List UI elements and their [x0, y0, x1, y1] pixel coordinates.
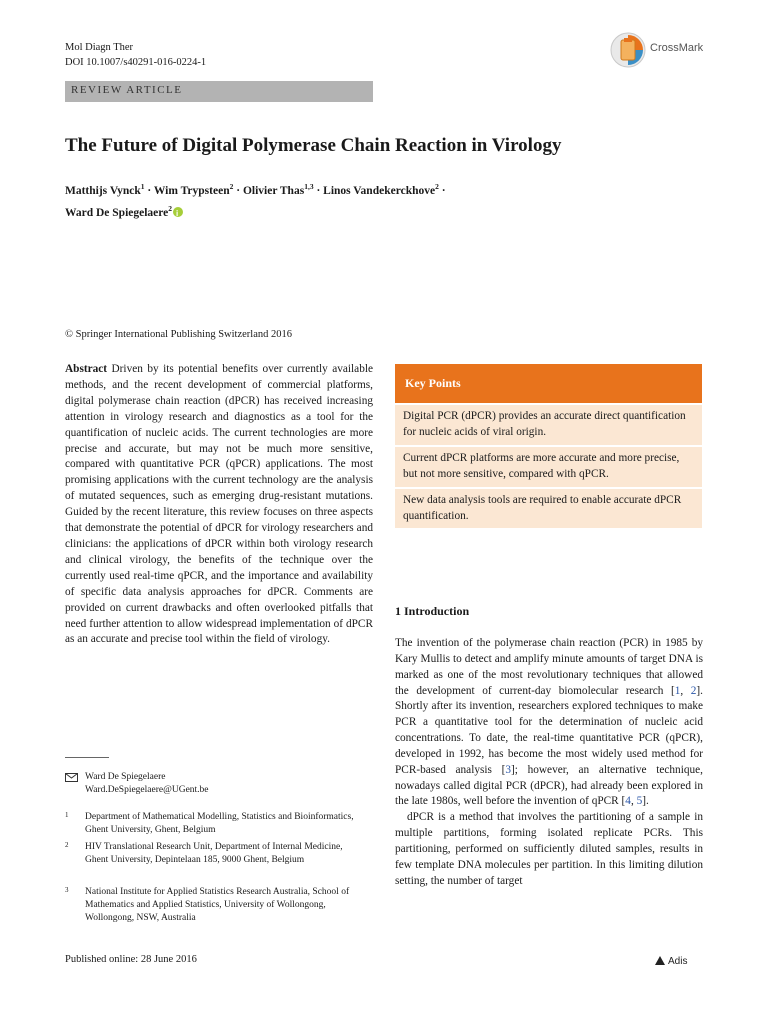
- journal-name: Mol Diagn Ther: [65, 42, 134, 53]
- intro-text: ]; however, an alternative technique, nowadays called digital PCR (dPCR), had already been explored in the late 1980s, well before the invention of qPCR [: [395, 763, 703, 808]
- author-affiliation: 1,3: [304, 182, 314, 191]
- adis-triangle-icon: [655, 956, 665, 965]
- affiliation: [65, 841, 365, 867]
- copyright-notice: © Springer International Publishing Switzerland 2016: [65, 329, 292, 340]
- publisher-logo: [655, 956, 687, 967]
- author-name[interactable]: Olivier Thas: [242, 184, 305, 197]
- citation-link[interactable]: 1: [674, 684, 681, 697]
- affiliation-number: 3: [65, 886, 69, 894]
- abstract-label: Abstract: [65, 363, 108, 375]
- journal-header: [65, 40, 206, 70]
- author-name[interactable]: Linos Vandekerckhove: [323, 184, 436, 197]
- published-date: Published online: 28 June 2016: [65, 954, 197, 965]
- intro-paragraph: The invention of the polymerase chain reaction (PCR) in 1985 by Kary Mullis to detect and amplify minute amounts of target DNA is marked as one of the most revolutionary techniques that allowed the development of current-day biomolecular research [1, 2]. Shortly after its invention, researchers explored techniques to make PCR a quantitative tool for the determination of nucleic acid concentrations. To date, the real-time quantitative PCR (qPCR), developed in 1992, has become the most widely used method for PCR-based analysis [3]; however, an alternative technique, nowadays called digital PCR (dPCR), had already been explored in the late 1980s, well before the invention of qPCR [4, 5].: [395, 637, 703, 808]
- key-points-heading: Key Points: [395, 364, 702, 403]
- author-separator: ·: [438, 184, 446, 197]
- author-list: [65, 178, 525, 222]
- key-point-item: Digital PCR (dPCR) provides an accurate direct quantification for nucleic acids of viral origin.: [395, 405, 702, 445]
- affiliation: [65, 886, 365, 925]
- citation-link[interactable]: 3: [505, 763, 512, 776]
- envelope-icon: [65, 771, 78, 784]
- affiliation-number: 2: [65, 841, 69, 849]
- crossmark-icon: [610, 32, 646, 68]
- citation-link[interactable]: 2: [690, 684, 697, 697]
- intro-paragraph: dPCR is a method that involves the partitioning of a sample in multiple partitions, forming isolated replicate PCRs. This partitioning, performed on sufficiently diluted samples, results in few template DNA molecules per partition. In this limiting dilution setting, the number of target: [395, 811, 703, 887]
- correspondence-name: Ward De Spiegelaere: [85, 772, 166, 782]
- key-point-item: New data analysis tools are required to enable accurate dPCR quantification.: [395, 489, 702, 529]
- correspondence-email[interactable]: Ward.DeSpiegelaere@UGent.be: [85, 785, 209, 795]
- article-title: The Future of Digital Polymerase Chain Reaction in Virology: [65, 135, 562, 156]
- key-points-box: [395, 364, 702, 528]
- affiliation-text: Department of Mathematical Modelling, Statistics and Bioinformatics, Ghent University, Ghent, Belgium: [85, 812, 354, 835]
- abstract-text: Driven by its potential benefits over currently available methods, and the recent development of commercial platforms, digital polymerase chain reaction (dPCR) has received increasing attention in virology research and diagnostics as a tool for the quantification of nucleic acids. The current technologies are more precise and accurate, but may not be much more sensitive, compared with quantitative PCR (qPCR) applications. The most promising applications with the current technology are the analysis of mutated sequences, such as emerging drug-resistant mutations. Guided by the recent literature, this review focuses on three aspects that demonstrate the potential of dPCR for virology researchers and clinicians: the applications of dPCR within both virology research and clinical virology, the benefits of the technique over the currently used real-time qPCR, and the importance and availability of specific data analysis approaches for dPCR. Comments are provided on current drawbacks and often overlooked pitfalls that need further attention to allow widespread implementation of dPCR as an accurate and precise tool within the field of virology.: [65, 363, 374, 646]
- doi[interactable]: DOI 10.1007/s40291-016-0224-1: [65, 57, 207, 68]
- footnote-divider: [65, 757, 109, 758]
- author-affiliation: 2: [168, 203, 173, 213]
- author-affiliation: 2: [435, 182, 439, 191]
- citation-link[interactable]: 4: [625, 795, 631, 808]
- author-name[interactable]: Matthijs Vynck: [65, 184, 141, 197]
- author-separator: ·: [313, 184, 324, 197]
- affiliation-number: 1: [65, 811, 69, 819]
- author-name[interactable]: Wim Trypsteen: [153, 184, 230, 197]
- author-name[interactable]: Ward De Spiegelaere: [65, 206, 169, 219]
- intro-text: ].: [642, 795, 649, 808]
- intro-text: ]. Shortly after its invention, researchers explored techniques to make PCR a quantitative tool for the determination of nucleic acid concentrations. To date, the real-time quantitative PCR (qPCR), developed in 1992, has become the most widely used method for PCR-based analysis [: [395, 684, 703, 776]
- orcid-icon[interactable]: [173, 207, 183, 217]
- publisher-name: Adis: [668, 956, 688, 967]
- author-affiliation: 2: [229, 182, 234, 191]
- introduction-body: [395, 636, 703, 890]
- crossmark-badge[interactable]: [610, 30, 710, 70]
- author-separator: ·: [233, 184, 243, 197]
- citation-link[interactable]: 5: [636, 795, 643, 808]
- author-separator: ·: [144, 184, 154, 197]
- section-heading-introduction: 1 Introduction: [395, 604, 470, 618]
- affiliation-text: National Institute for Applied Statistics Research Australia, School of Mathematics and Applied Statistics, University of Wollongong, Wollongong, NSW, Australia: [85, 887, 350, 923]
- article-type-banner: REVIEW ARTICLE: [65, 81, 373, 102]
- key-point-item: Current dPCR platforms are more accurate and more precise, but not more sensitive, compared with qPCR.: [395, 447, 702, 487]
- abstract: [65, 362, 373, 648]
- affiliation-text: HIV Translational Research Unit, Department of Internal Medicine, Ghent University, Depintelaan 185, 9000 Ghent, Belgium: [85, 842, 343, 865]
- correspondence: [65, 771, 365, 797]
- intro-text: The invention of the polymerase chain reaction (PCR) in 1985 by Kary Mullis to detect and amplify minute amounts of target DNA is marked as one of the most revolutionary techniques that allowed the development of current-day biomolecular research [: [395, 637, 703, 697]
- affiliation: [65, 811, 365, 837]
- crossmark-label: CrossMark: [650, 42, 704, 54]
- author-affiliation: 1: [140, 182, 145, 191]
